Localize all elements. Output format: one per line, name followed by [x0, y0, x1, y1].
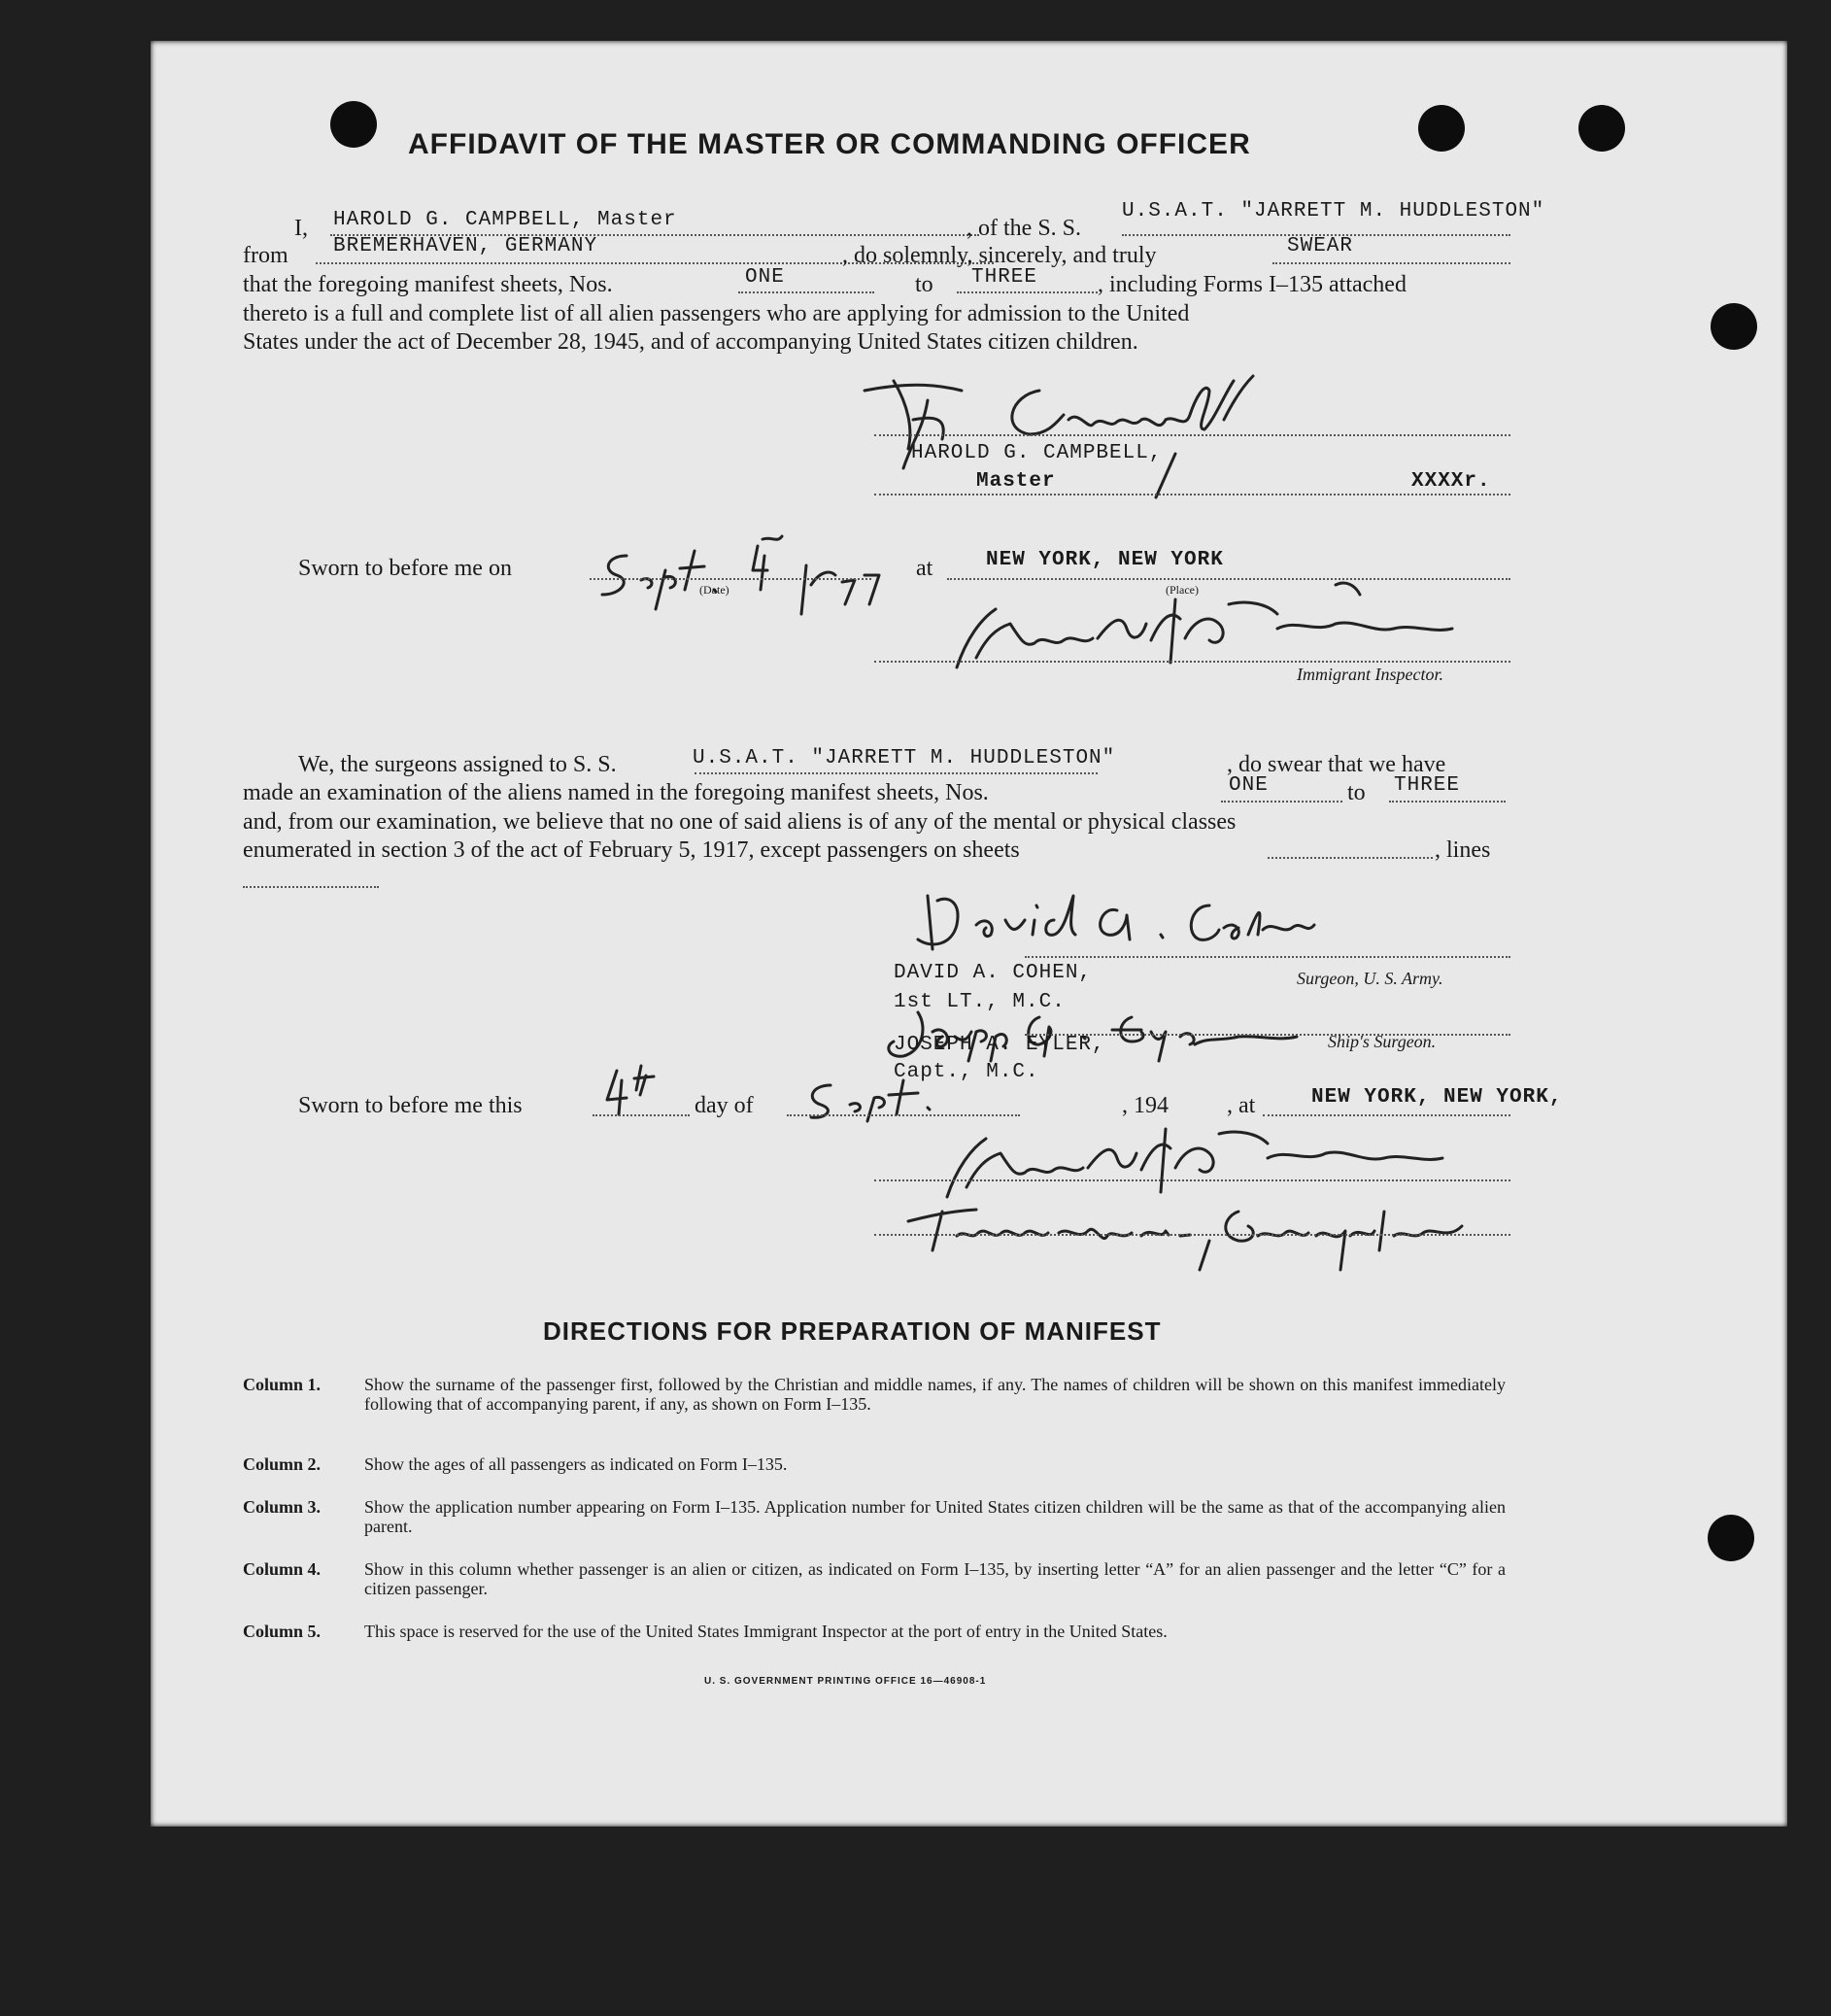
sworn-year-prefix: , 194 — [1122, 1093, 1169, 1118]
column-1-text: Show the surname of the passenger first, followed by the Christian and middle names, if any. The names of children will be shown on this manifest immediately following that of accompanying parent, if any, as shown on Form I–135. — [364, 1375, 1506, 1414]
sheet-to-line — [957, 291, 1098, 293]
surgeons-line2-to: to — [1347, 780, 1366, 805]
affidavit-line1-mid: , of the S. S. — [966, 216, 1082, 241]
oath-value: SWEAR — [1287, 235, 1354, 257]
surgeons-line4-suffix: , lines — [1435, 837, 1491, 863]
surgeons-line4: enumerated in section 3 of the act of February 5, 1917, except passengers on sheets — [243, 837, 1020, 863]
surgeon1-line — [1025, 956, 1510, 958]
inspector2-title-line — [874, 1234, 1510, 1236]
column-4-label: Column 4. — [243, 1559, 322, 1579]
day-of-label: day of — [695, 1093, 754, 1118]
document-page — [151, 41, 1787, 1827]
signer-name: HAROLD G. CAMPBELL, — [911, 442, 1163, 464]
punch-hole — [1711, 303, 1757, 350]
sworn-at-label-2: , at — [1227, 1093, 1256, 1118]
signer-title: Master — [976, 470, 1056, 493]
surgeons-line1-suffix: , do swear that we have — [1227, 752, 1446, 777]
inspector-line — [874, 661, 1510, 663]
surgeon1-signature — [908, 881, 1316, 959]
surgeons-sheet-from-line — [1221, 801, 1342, 803]
affidavit-title: AFFIDAVIT OF THE MASTER OR COMMANDING OFFICER — [408, 128, 1251, 160]
affidavit-line3-prefix: that the foregoing manifest sheets, Nos. — [243, 272, 613, 297]
column-3-text: Show the application number appearing on Form I–135. Application number for United States citizen children will be the same as that of the accompanying alien parent. — [364, 1497, 1506, 1536]
affidavit-line3-to: to — [915, 272, 933, 297]
surgeons-sheet-to: THREE — [1394, 774, 1461, 797]
signer-title-line — [874, 494, 1510, 495]
surgeon2-caption: Ship's Surgeon. — [1328, 1032, 1437, 1051]
surgeons-ship-line — [695, 772, 1098, 774]
column-2-text: Show the ages of all passengers as indicated on Form I–135. — [364, 1454, 788, 1474]
sworn-at-label: at — [916, 556, 933, 581]
punch-hole — [1708, 1515, 1754, 1561]
affidavit-line1-prefix: I, — [294, 216, 308, 241]
surgeons-sheet-to-line — [1389, 801, 1506, 803]
affidavit-line2-prefix: from — [243, 243, 288, 268]
inspector-signature — [928, 580, 1472, 677]
except-lines-line — [243, 886, 379, 888]
inspector2-line — [874, 1179, 1510, 1181]
sheet-from-value: ONE — [745, 266, 785, 289]
surgeons-ship-name: U.S.A.T. "JARRETT M. HUDDLESTON" — [693, 747, 1116, 769]
oath-line — [1272, 262, 1510, 264]
sworn-date-line — [590, 578, 871, 580]
sworn-on-label: Sworn to before me on — [298, 556, 512, 581]
punch-hole — [330, 101, 377, 148]
sworn-place-value: NEW YORK, NEW YORK — [986, 549, 1224, 571]
inspector-caption: Immigrant Inspector. — [1297, 665, 1443, 684]
sheet-to-value: THREE — [971, 266, 1038, 289]
surgeon2-rank: Capt., M.C. — [894, 1061, 1039, 1083]
affidavit-line4: thereto is a full and complete list of all alien passengers who are applying for admission to the United — [243, 301, 1190, 326]
except-sheets-line — [1268, 857, 1433, 859]
printing-office-footer: U. S. GOVERNMENT PRINTING OFFICE 16—46908-1 — [704, 1676, 987, 1687]
surgeon2-name: JOSEPH A. EYLER, — [894, 1034, 1105, 1056]
punch-hole — [1418, 105, 1465, 152]
place-caption: (Place) — [1166, 583, 1199, 597]
surgeon1-rank: 1st LT., M.C. — [894, 991, 1066, 1013]
sheet-from-line — [738, 291, 874, 293]
sworn-this-label: Sworn to before me this — [298, 1093, 523, 1118]
surgeons-line3: and, from our examination, we believe that no one of said aliens is of any of the mental or physical classes — [243, 809, 1237, 835]
directions-title: DIRECTIONS FOR PREPARATION OF MANIFEST — [543, 1316, 1162, 1346]
column-5-text: This space is reserved for the use of the United States Immigrant Inspector at the port of entry in the United States. — [364, 1622, 1168, 1641]
sworn-place-value-2: NEW YORK, NEW YORK, — [1311, 1086, 1563, 1109]
surgeons-sheet-from: ONE — [1229, 774, 1269, 797]
signer-struck: XXXXr. — [1411, 470, 1491, 493]
column-3-label: Column 3. — [243, 1497, 322, 1517]
master-signature-line — [874, 434, 1510, 436]
surgeons-line2-prefix: made an examination of the aliens named in the foregoing manifest sheets, Nos. — [243, 780, 989, 805]
date-caption: (Date) — [699, 583, 729, 597]
port-from-value: BREMERHAVEN, GERMANY — [333, 235, 598, 257]
column-4-text: Show in this column whether passenger is an alien or citizen, as indicated on Form I–135, by inserting letter “A” for an alien passenger and the letter “C” for a citizen passenger. — [364, 1559, 1506, 1598]
affidavit-line2-mid: , do solemnly, sincerely, and truly — [842, 243, 1157, 268]
surgeons-line1-prefix: We, the surgeons assigned to S. S. — [298, 752, 617, 777]
master-name-value: HAROLD G. CAMPBELL, Master — [333, 209, 677, 231]
surgeon1-caption: Surgeon, U. S. Army. — [1297, 969, 1443, 988]
surgeon1-name: DAVID A. COHEN, — [894, 962, 1093, 984]
punch-hole — [1578, 105, 1625, 152]
affidavit-line5: States under the act of December 28, 1945, and of accompanying United States citizen children. — [243, 329, 1138, 355]
sworn-day-line — [593, 1114, 690, 1116]
sworn-month-line — [787, 1114, 1020, 1116]
column-2-label: Column 2. — [243, 1454, 322, 1474]
ship-name-value: U.S.A.T. "JARRETT M. HUDDLESTON" — [1122, 200, 1545, 222]
column-5-label: Column 5. — [243, 1622, 322, 1641]
affidavit-line3-suffix: , including Forms I–135 attached — [1098, 272, 1407, 297]
sworn-place-line-2 — [1263, 1114, 1510, 1116]
column-1-label: Column 1. — [243, 1375, 322, 1394]
